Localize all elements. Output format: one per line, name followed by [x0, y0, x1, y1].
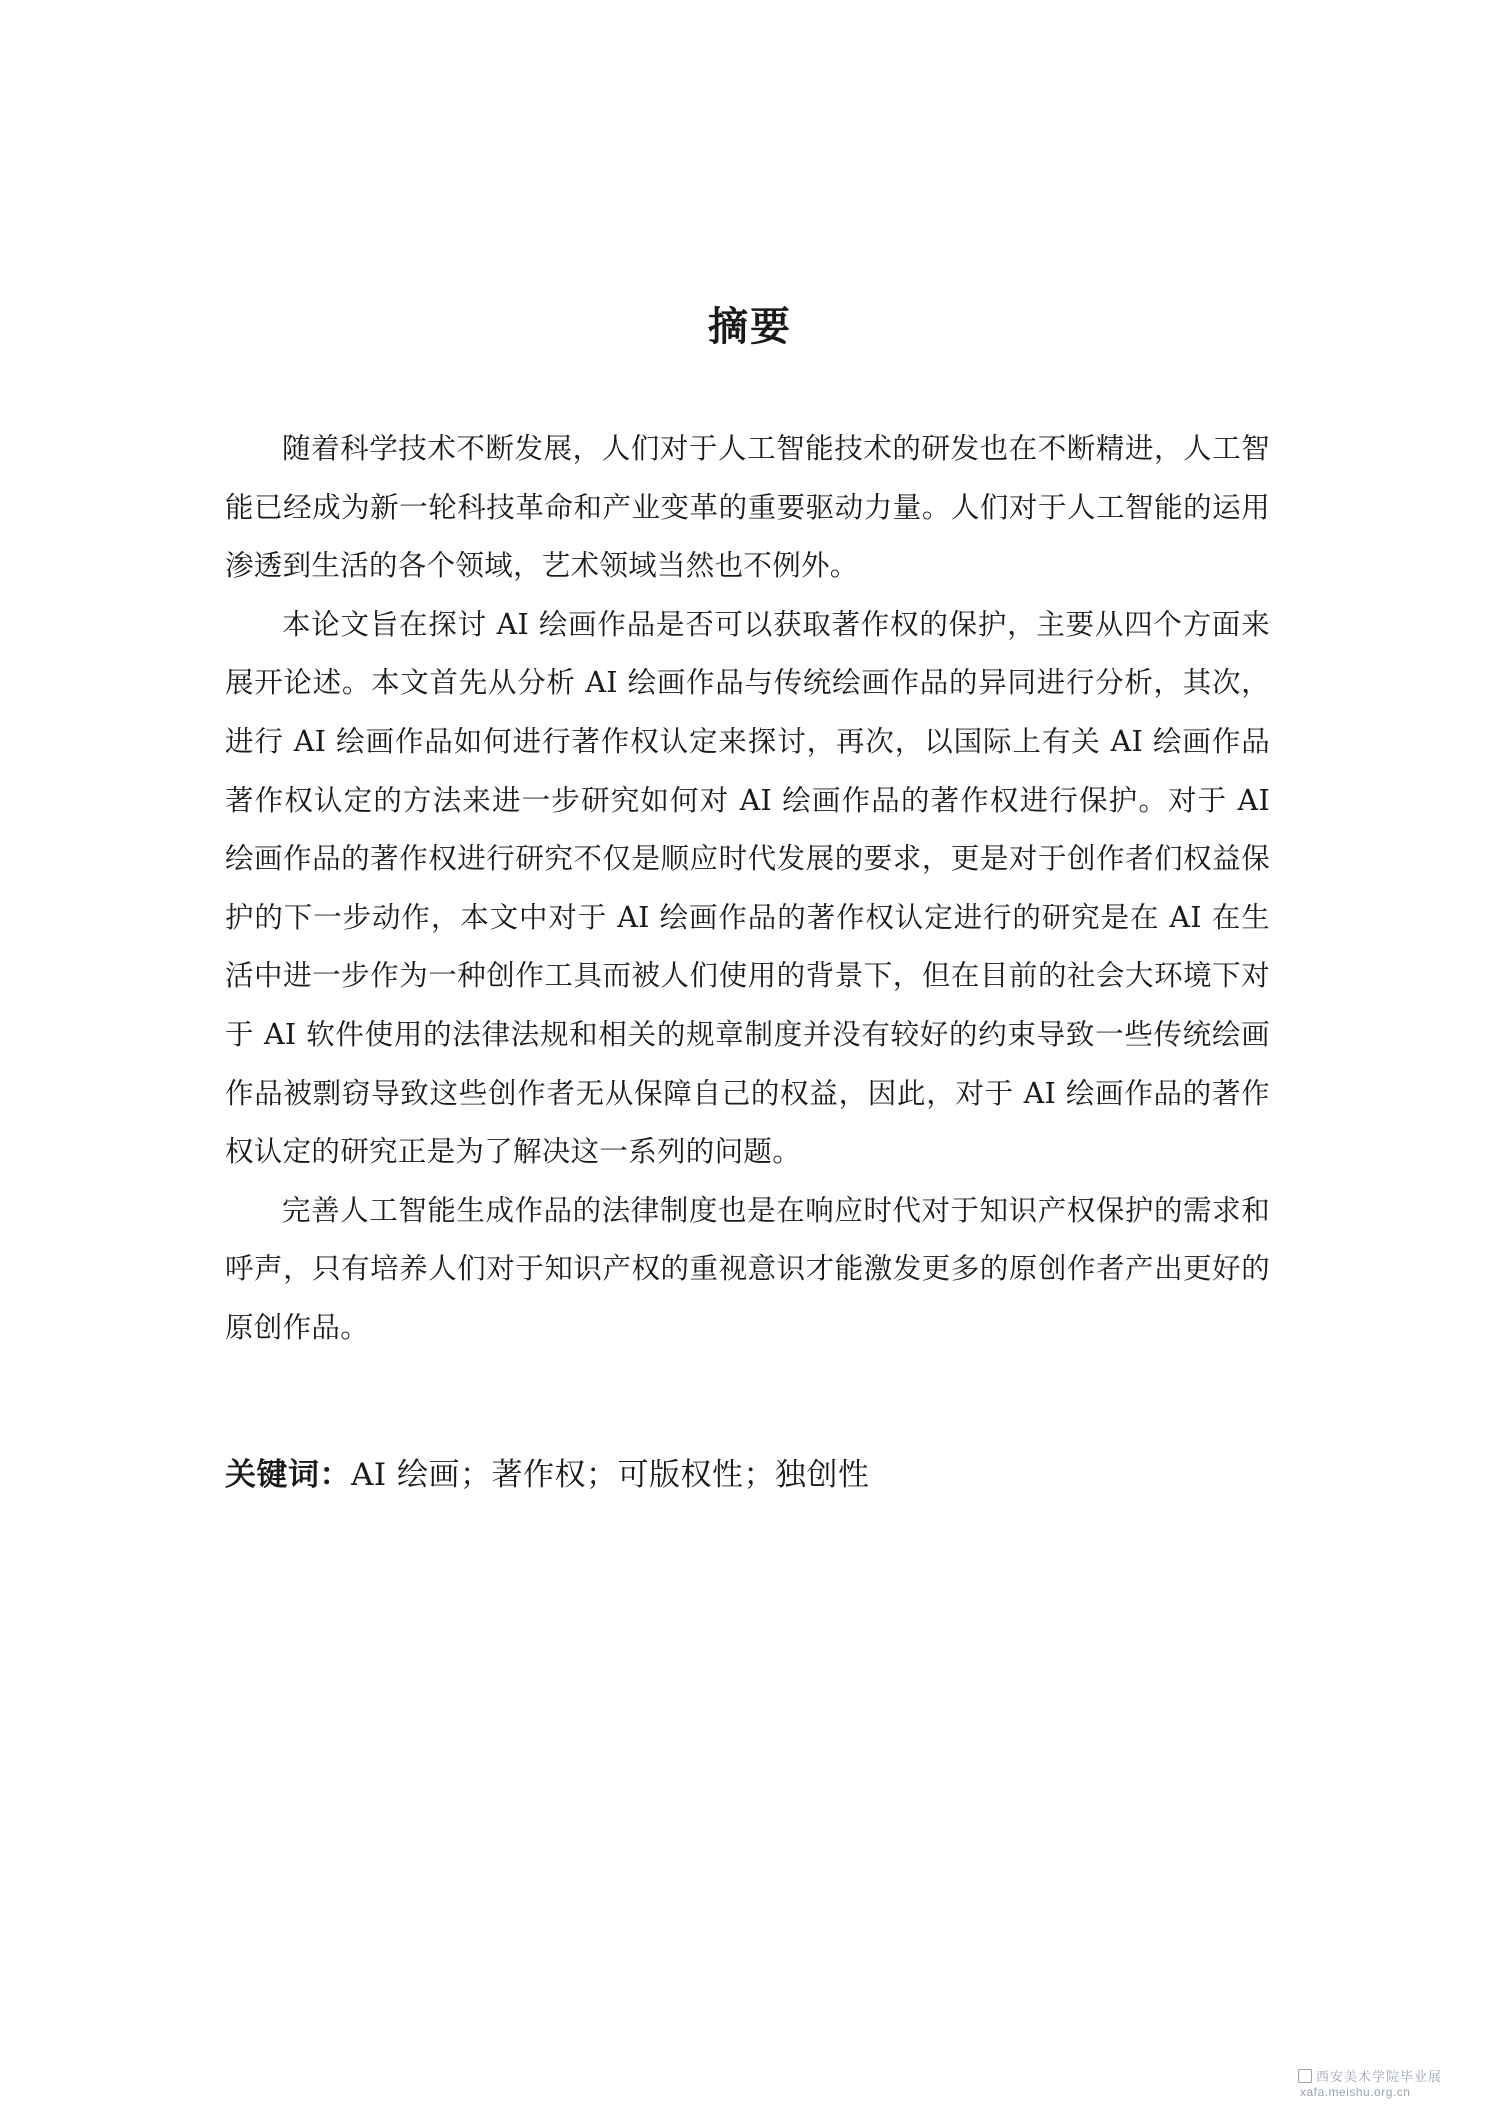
abstract-paragraph-1: 随着科学技术不断发展，人们对于人工智能技术的研发也在不断精进，人工智能已经成为新一轮科技革命和产业变革的重要驱动力量。人们对于人工智能的运用渗透到生活的各个领域，艺术领域当然也不例外。 [225, 432, 1270, 583]
watermark-logo-icon [1298, 2069, 1312, 2083]
abstract-paragraph-3: 完善人工智能生成作品的法律制度也是在响应时代对于知识产权保护的需求和呼声，只有培养人们对于知识产权的重视意识才能激发更多的原创作者产出更好的原创作品。 [225, 1193, 1270, 1344]
abstract-paragraph-2: 本论文旨在探讨 AI 绘画作品是否可以获取著作权的保护，主要从四个方面来展开论述。本文首先从分析 AI 绘画作品与传统绘画作品的异同进行分析，其次，进行 AI 绘画作品如何进行著作权认定来探讨，再次，以国际上有关 AI 绘画作品著作权认定的方法来进一步研究如何对 AI 绘画作品的著作权进行保护。对于 AI 绘画作品的著作权进行研究不仅是顺应时代发展的要求，更是对于创作者们权益保护的下一步动作，本文中对于 AI 绘画作品的著作权认定进行的研究是在 AI 在生活中进一步作为一种创作工具而被人们使用的背景下，但在目前的社会大环境下对于 AI 软件使用的法律法规和相关的规章制度并没有较好的约束导致一些传统绘画作品被剽窃导致这些创作者无从保障自己的权益，因此，对于 AI 绘画作品的著作权认定的研究正是为了解决这一系列的问题。 [225, 607, 1270, 1169]
watermark [1298, 2066, 1458, 2099]
watermark-name: 西安美术学院毕业展 [1316, 2070, 1443, 2085]
keywords-line [225, 1450, 1270, 1500]
watermark-url: xafa.meishu.org.cn [1300, 2085, 1411, 2099]
abstract-body [225, 420, 1270, 1358]
keywords-value: AI 绘画；著作权；可版权性；独创性 [351, 1457, 870, 1493]
abstract-title: 摘要 [708, 303, 792, 350]
keywords-label: 关键词： [225, 1457, 351, 1493]
